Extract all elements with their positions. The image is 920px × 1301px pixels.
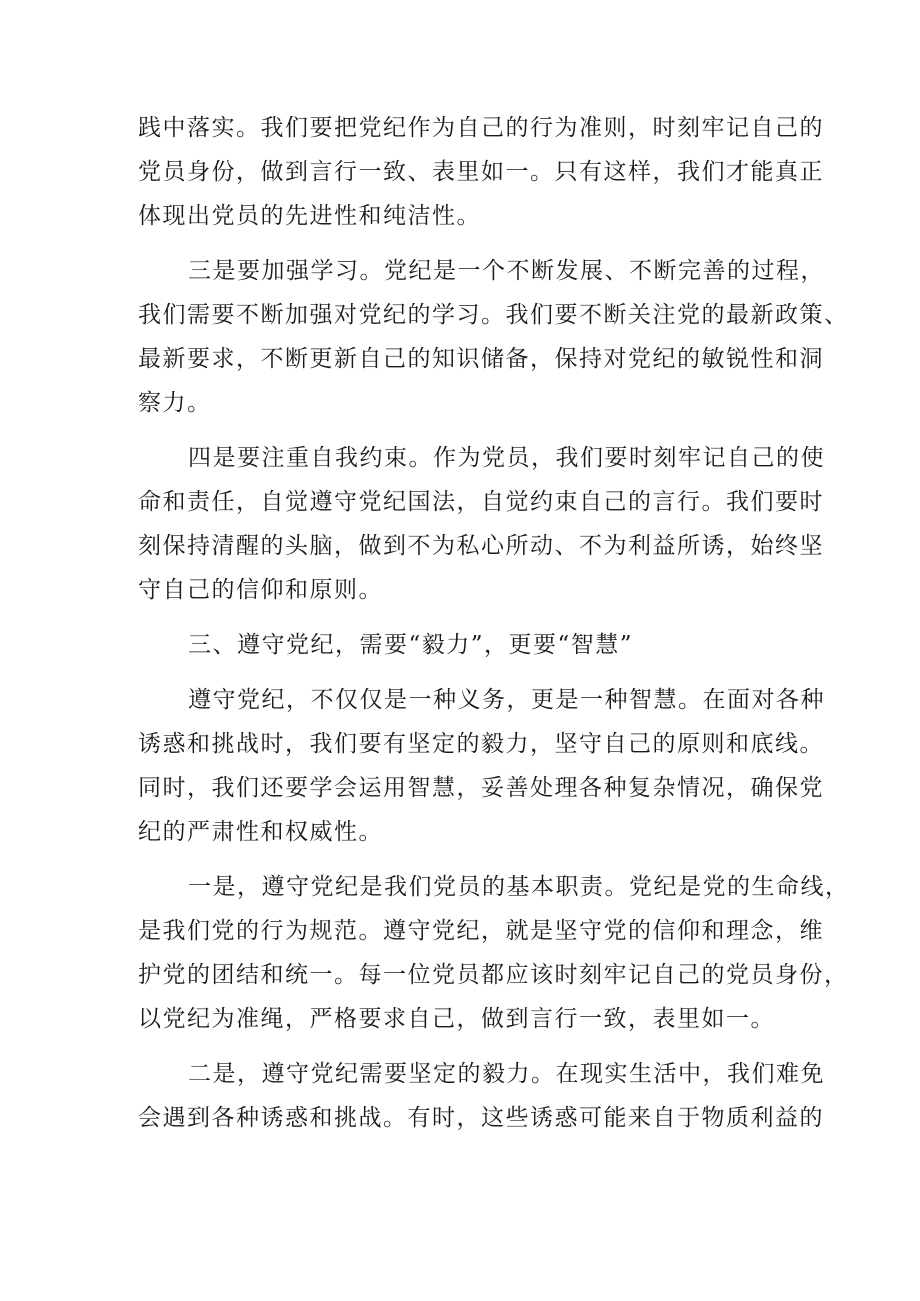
paragraph-start-line: 四是要注重自我约束。作为党员，我们要时刻牢记自己的使	[188, 445, 825, 471]
text-line: 命和责任，自觉遵守党纪国法，自觉约束自己的言行。我们要时	[138, 489, 824, 515]
paragraph-start-line: 遵守党纪，不仅仅是一种义务，更是一种智慧。在面对各种	[188, 687, 825, 713]
text-line: 践中落实。我们要把党纪作为自己的行为准则，时刻牢记自己的	[138, 115, 824, 141]
text-line: 守自己的信仰和原则。	[138, 577, 383, 603]
text-line: 以党纪为准绳，严格要求自己，做到言行一致，表里如一。	[138, 1006, 775, 1032]
paragraph-start-line: 一是，遵守党纪是我们党员的基本职责。党纪是党的生命线，	[188, 874, 850, 900]
text-line: 是我们党的行为规范。遵守党纪，就是坚守党的信仰和理念，维	[138, 918, 824, 944]
text-line: 党员身份，做到言行一致、表里如一。只有这样，我们才能真正	[138, 159, 824, 185]
text-line: 刻保持清醒的头脑，做到不为私心所动、不为利益所诱，始终坚	[138, 533, 824, 559]
paragraph-start-line: 二是，遵守党纪需要坚定的毅力。在现实生活中，我们难免	[188, 1061, 825, 1087]
text-line: 我们需要不断加强对党纪的学习。我们要不断关注党的最新政策、	[138, 302, 849, 328]
text-line: 察力。	[138, 390, 212, 416]
text-line: 体现出党员的先进性和纯洁性。	[138, 203, 481, 229]
text-line: 护党的团结和统一。每一位党员都应该时刻牢记自己的党员身份，	[138, 962, 849, 988]
text-line: 同时，我们还要学会运用智慧，妥善处理各种复杂情况，确保党	[138, 775, 824, 801]
text-line: 诱惑和挑战时，我们要有坚定的毅力，坚守自己的原则和底线。	[138, 731, 824, 757]
text-line: 会遇到各种诱惑和挑战。有时，这些诱惑可能来自于物质利益的	[138, 1105, 824, 1131]
paragraph-start-line: 三是要加强学习。党纪是一个不断发展、不断完善的过程，	[188, 258, 825, 284]
section-heading: 三、遵守党纪，需要“毅力”，更要“智慧”	[188, 632, 634, 658]
text-line: 最新要求，不断更新自己的知识储备，保持对党纪的敏锐性和洞	[138, 346, 824, 372]
text-line: 纪的严肃性和权威性。	[138, 819, 383, 845]
